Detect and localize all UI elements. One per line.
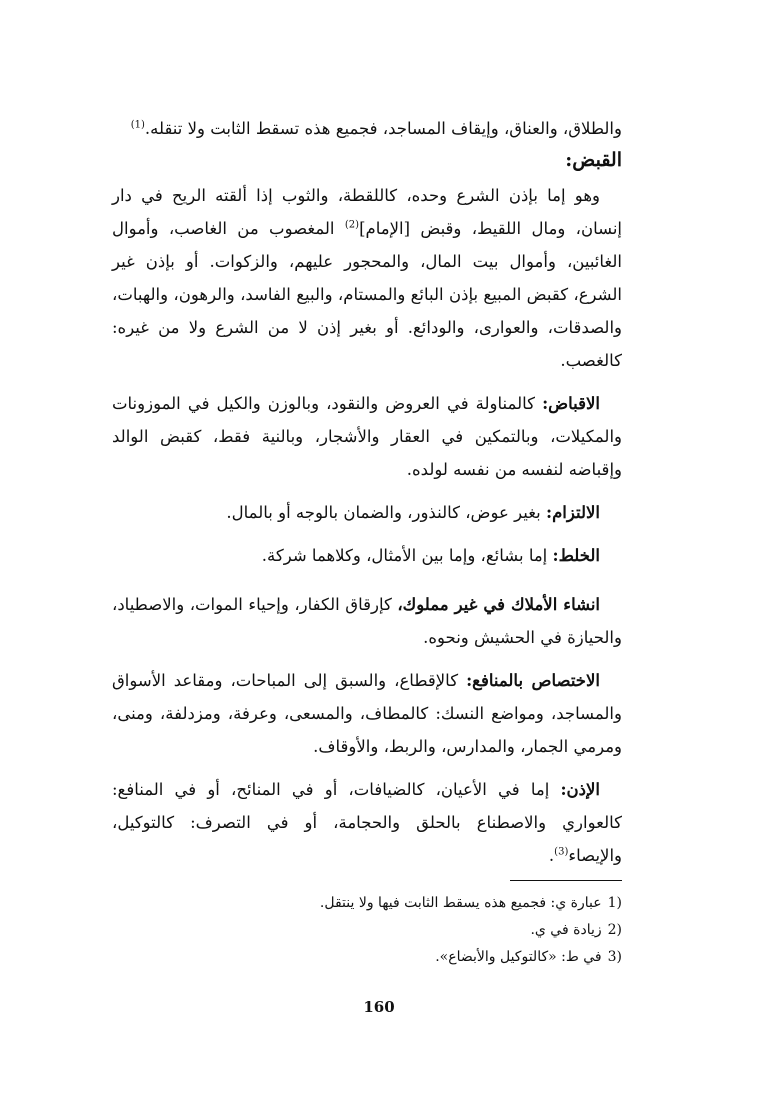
term-idhn: الإذن: [560,780,600,799]
paragraph-qabd [112,179,622,377]
paragraph-iltizam [112,496,622,529]
paragraph-idhn [112,773,622,872]
section-heading-qabd: القبض: [565,149,622,171]
footnote-ref-3: (3) [554,846,569,858]
footnote-ref-1: (1) [130,119,145,131]
footnotes [112,890,622,971]
term-insha: انشاء الأملاك في غير مملوك، [397,595,600,614]
footnote-1 [112,890,622,917]
ikhtisas-text: كالإقطاع، والسبق إلى المباحات، ومقاعد الأسواق والمساجد، ومواضع النسك: كالمطاف، والمسعى، وعرفة، ومزدلفة، ومنى، ومرمي الجمار، والمدارس، والربط، والأوقاف. [112,671,622,756]
iltizam-text: بغير عوض، كالنذور، والضمان بالوجه أو بالمال. [226,503,546,522]
footnote-number: 1) [607,895,622,911]
paragraph-ikhtisas [112,664,622,763]
qabd-text-rest: المغصوب من الغاصب، وأموال الغائبين، وأموال بيت المال، والمحجور عليهم، والزكوات. أو بإذن غير الشرع، كقبض المبيع بإذن البائع والمستام، والبيع الفاسد، والرهون، والهبات، والصدقات، والعوارى، والودائع. أو بغير إذن لا من الشرع ولا من غيره: كالغصب. [112,219,622,370]
insha-text: كإرقاق الكفار، وإحياء الموات، والاصطياد، والحيازة في الحشيش ونحوه. [112,595,622,647]
footnote-ref-2: (2) [344,219,360,231]
page-number: 160 [363,998,395,1016]
footnote-2 [112,917,622,944]
intro-text: والطلاق، والعناق، وإيقاف المساجد، فجميع هذه تسقط الثابت ولا تنقله. [144,119,622,138]
paragraph-iqbad [112,387,622,486]
paragraph-intro [112,112,622,145]
paragraph-khalt [112,539,622,572]
footnote-separator [510,880,622,881]
term-iltizam: الالتزام: [546,503,600,522]
footnote-number: 2) [607,922,622,938]
term-iqbad: الاقباض: [542,394,600,413]
footnote-text: زيادة في ي. [530,922,602,938]
term-khalt: الخلط: [552,546,600,565]
idhn-end: . [548,846,555,865]
footnote-text: في ط: «كالتوكيل والأبضاع». [435,949,602,965]
term-ikhtisas: الاختصاص بالمنافع: [466,671,601,690]
qabd-text-start: وهو إما بإذن الشرع وحده، كاللقطة، والثوب إذا ألقته الريح في دار إنسان، ومال اللقيط، وقبض [الإمام] [112,186,622,238]
khalt-text: إما بشائع، وإما بين الأمثال، وكلاهما شركة. [261,546,553,565]
footnote-number: 3) [607,949,622,965]
footnote-text: عبارة ي: فجميع هذه يسقط الثابت فيها ولا ينتقل. [319,895,602,911]
idhn-text: إما في الأعيان، كالضيافات، أو في المنائح، أو في المنافع: كالعواري والاصطناع بالحلق والحجامة، أو في التصرف: كالتوكيل، والإيصاء [112,780,622,865]
page-body [112,112,622,872]
paragraph-insha [112,588,622,654]
footnote-3 [112,944,622,971]
iqbad-text: كالمناولة في العروض والنقود، وبالوزن والكيل في الموزونات والمكيلات، وبالتمكين في العقار والأشجار، وبالنية فقط، كقبض الوالد وإقباضه لنفسه من نفسه لولده. [112,394,622,479]
